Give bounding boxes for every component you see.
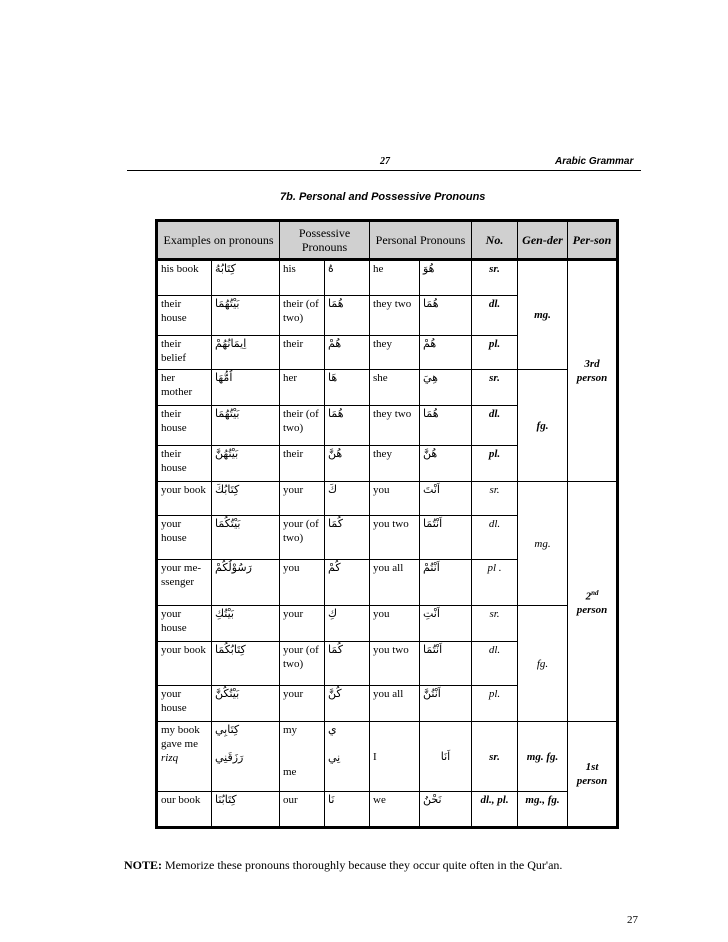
number-cell: pl. (472, 686, 518, 722)
personal-english: they two (370, 296, 420, 336)
example-english: your book (157, 642, 212, 686)
example-english (157, 722, 212, 792)
personal-english: he (370, 260, 420, 296)
possessive-arabic: هُمْ (325, 336, 370, 370)
person-first-num: 1st (585, 761, 599, 773)
possessive-english: their (280, 336, 325, 370)
example-english: their house (157, 406, 212, 446)
header-personal: Personal Pronouns (370, 221, 472, 260)
table-body (157, 260, 618, 828)
possessive-english: your (280, 606, 325, 642)
possessive-arabic-1: ي (328, 723, 337, 736)
example-english: their house (157, 446, 212, 482)
number-cell: sr. (472, 722, 518, 792)
number-cell: pl. (472, 336, 518, 370)
personal-arabic: هُوَ (420, 260, 472, 296)
personal-arabic: نَحْنُ (420, 792, 472, 828)
number-cell: dl. (472, 516, 518, 560)
example-english: your house (157, 606, 212, 642)
pronoun-table (155, 219, 619, 829)
example-arabic: كِتَابُنَا (212, 792, 280, 828)
number-cell: pl. (472, 446, 518, 482)
example-arabic-1: كِتَابِي (215, 723, 240, 736)
example-arabic (212, 722, 280, 792)
example-english: his book (157, 260, 212, 296)
number-cell: sr. (472, 482, 518, 516)
personal-arabic: هِيَ (420, 370, 472, 406)
possessive-arabic: هُنَّ (325, 446, 370, 482)
person-first-word: person (576, 775, 608, 787)
person-third-word: person (576, 372, 608, 384)
possessive-arabic: كُنَّ (325, 686, 370, 722)
possessive-english: their (280, 446, 325, 482)
possessive-english: your (280, 482, 325, 516)
personal-english: you all (370, 686, 420, 722)
example-arabic: كِتَابُكُمَا (212, 642, 280, 686)
personal-english: we (370, 792, 420, 828)
number-cell: sr. (472, 370, 518, 406)
possessive-english: your (of two) (280, 642, 325, 686)
personal-arabic: هُنَّ (420, 446, 472, 482)
note-label: NOTE: (124, 858, 163, 872)
personal-english: she (370, 370, 420, 406)
possessive-english: your (of two) (280, 516, 325, 560)
possessive-arabic: هَا (325, 370, 370, 406)
personal-english: you all (370, 560, 420, 606)
gender-cell: mg., fg. (518, 792, 568, 828)
example-english: her mother (157, 370, 212, 406)
example-arabic: اِيمَانُهُمْ (212, 336, 280, 370)
example-english: your me-ssenger (157, 560, 212, 606)
possessive-arabic (325, 722, 370, 792)
example-english: your house (157, 686, 212, 722)
possessive-english: their (of two) (280, 296, 325, 336)
table-header-row (157, 221, 618, 260)
possessive-english-2: me (283, 766, 297, 778)
personal-arabic: اَنْتُنَّ (420, 686, 472, 722)
possessive-english (280, 722, 325, 792)
header-examples: Examples on pronouns (157, 221, 280, 260)
possessive-arabic: هُ (325, 260, 370, 296)
personal-arabic: اَنْتَ (420, 482, 472, 516)
example-english: their belief (157, 336, 212, 370)
footer-page-number: 27 (627, 914, 638, 926)
person-second-word: person (576, 604, 608, 617)
gender-cell: fg. (518, 370, 568, 482)
personal-english: I (370, 722, 420, 792)
person-first (568, 722, 618, 828)
personal-english: they (370, 336, 420, 370)
gender-cell: mg. fg. (518, 722, 568, 792)
possessive-english: his (280, 260, 325, 296)
example-arabic: كِتَابُهُ (212, 260, 280, 296)
gender-cell: fg. (518, 606, 568, 722)
note (124, 858, 562, 873)
personal-arabic: هُمَا (420, 406, 472, 446)
table-row (157, 370, 618, 406)
personal-english: they two (370, 406, 420, 446)
example-arabic: اُمُّهَا (212, 370, 280, 406)
personal-arabic: اَنْتُمَا (420, 642, 472, 686)
note-text: Memorize these pronouns thoroughly because they occur quite often in the Qur'an. (162, 858, 563, 872)
possessive-arabic: كُمْ (325, 560, 370, 606)
example-arabic: بَيْتُكُنَّ (212, 686, 280, 722)
header-page-number: 27 (380, 156, 390, 167)
number-cell: sr. (472, 260, 518, 296)
person-second-sup: nd (591, 588, 599, 597)
example-arabic: بَيْتُكِ (212, 606, 280, 642)
section-title: 7b. Personal and Possessive Pronouns (280, 191, 486, 203)
person-third (568, 260, 618, 482)
possessive-arabic-2: نِي (328, 751, 341, 764)
personal-arabic: هُمَا (420, 296, 472, 336)
table-row (157, 482, 618, 516)
number-cell: dl., pl. (472, 792, 518, 828)
possessive-english: our (280, 792, 325, 828)
gender-cell: mg. (518, 260, 568, 370)
gender-cell: mg. (518, 482, 568, 606)
possessive-english: your (280, 686, 325, 722)
person-second-num: 2 (585, 590, 592, 603)
header-gender: Gen-der (518, 221, 568, 260)
possessive-english: you (280, 560, 325, 606)
possessive-arabic: كُمَا (325, 642, 370, 686)
personal-english: they (370, 446, 420, 482)
person-third-num: 3rd (584, 358, 600, 370)
possessive-arabic: كَ (325, 482, 370, 516)
possessive-arabic: هُمَا (325, 406, 370, 446)
person-second (568, 482, 618, 722)
possessive-english: her (280, 370, 325, 406)
possessive-arabic: نَا (325, 792, 370, 828)
number-cell: pl . (472, 560, 518, 606)
possessive-arabic: كُمَا (325, 516, 370, 560)
personal-english: you two (370, 516, 420, 560)
header-rule (127, 170, 641, 171)
example-arabic: بَيْتُكُمَا (212, 516, 280, 560)
personal-arabic: اَنْتِ (420, 606, 472, 642)
example-arabic: بَيْتُهُمَا (212, 406, 280, 446)
example-arabic: بَيْتُهُمَا (212, 296, 280, 336)
number-cell: dl. (472, 296, 518, 336)
example-arabic: رَسُوْلُكُمْ (212, 560, 280, 606)
header-possessive: Possessive Pronouns (280, 221, 370, 260)
personal-english: you (370, 606, 420, 642)
header-number: No. (472, 221, 518, 260)
table-row (157, 792, 618, 828)
header-person: Per-son (568, 221, 618, 260)
possessive-english-1: my (283, 724, 298, 736)
personal-english: you (370, 482, 420, 516)
possessive-english: their (of two) (280, 406, 325, 446)
number-cell: sr. (472, 606, 518, 642)
header-book-title: Arabic Grammar (555, 156, 634, 167)
personal-arabic: اَنَا (420, 722, 472, 792)
possessive-arabic: هُمَا (325, 296, 370, 336)
example-arabic: بَيْتُهُنَّ (212, 446, 280, 482)
table-row (157, 260, 618, 296)
example-arabic: كِتَابُكَ (212, 482, 280, 516)
personal-english: you two (370, 642, 420, 686)
table-row (157, 722, 618, 792)
personal-arabic: هُمْ (420, 336, 472, 370)
example-arabic-2: رَزَقَنِي (215, 751, 244, 764)
example-english: our book (157, 792, 212, 828)
example-english: their house (157, 296, 212, 336)
example-english: your house (157, 516, 212, 560)
number-cell: dl. (472, 642, 518, 686)
example-english-rizq: rizq (161, 752, 179, 764)
personal-arabic: اَنْتُمْ (420, 560, 472, 606)
possessive-arabic: كِ (325, 606, 370, 642)
table-row (157, 606, 618, 642)
personal-arabic: اَنْتُمَا (420, 516, 472, 560)
example-english: your book (157, 482, 212, 516)
number-cell: dl. (472, 406, 518, 446)
example-english-1: my book (161, 724, 200, 736)
example-english-2: gave me (161, 738, 198, 750)
